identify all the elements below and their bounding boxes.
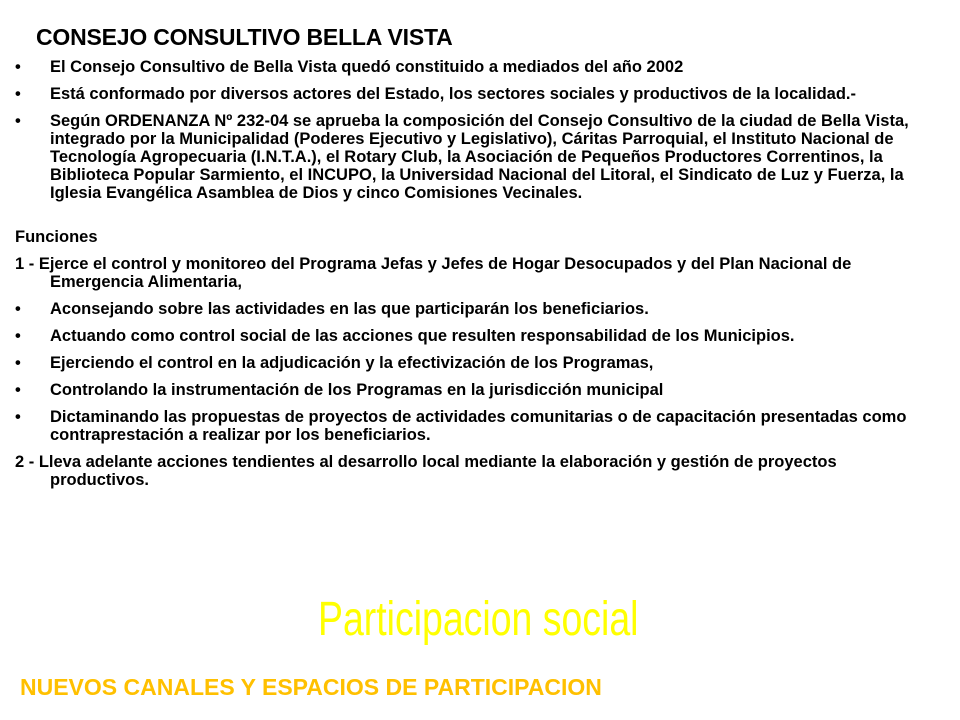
participacion-heading: Participacion social <box>318 593 639 646</box>
bullet-icon: • <box>15 408 21 426</box>
nuevos-canales-heading: NUEVOS CANALES Y ESPACIOS DE PARTICIPACION <box>20 674 602 700</box>
bullet-icon: • <box>15 327 21 345</box>
funcion-bullet <box>15 354 940 372</box>
funcion-bullet-text: Ejerciendo el control en la adjudicación y la efectivización de los Programas, <box>50 354 654 372</box>
intro-bullet <box>15 112 940 202</box>
intro-bullet-text: El Consejo Consultivo de Bella Vista quedó constituido a mediados del año 2002 <box>50 58 684 76</box>
funciones-heading: Funciones <box>15 228 98 246</box>
intro-bullet-text: Está conformado por diversos actores del Estado, los sectores sociales y productivos de la localidad.- <box>50 85 857 103</box>
funcion-bullet-text: Aconsejando sobre las actividades en las que participarán los beneficiarios. <box>50 300 649 318</box>
funcion-bullet <box>15 300 940 318</box>
bullet-icon: • <box>15 58 21 76</box>
funcion-bullet <box>15 327 940 345</box>
intro-bullet-text: Según ORDENANZA Nº 232-04 se aprueba la composición del Consejo Consultivo de la ciudad de Bella Vista, integrado por la Municipalidad (Poderes Ejecutivo y Legislativo), Cáritas Parroquial, el Instituto Nacional de Tecnología Agropecuaria (I.N.T.A.), el Rotary Club, la Asociación de Pequeños Productores Correntinos, la Biblioteca Popular Sarmiento, el INCUPO, la Universidad Nacional del Litoral, el Sindicato de Luz y Fuerza, la Iglesia Evangélica Asamblea de Dios y cinco Comisiones Vecinales. <box>50 112 909 202</box>
funcion-1: 1 - Ejerce el control y monitoreo del Programa Jefas y Jefes de Hogar Desocupados y del Plan Nacional de Emergencia Alimentaria, <box>15 255 852 291</box>
funcion-2: 2 - Lleva adelante acciones tendientes al desarrollo local mediante la elaboración y gestión de proyectos productivos. <box>15 453 837 489</box>
bullet-icon: • <box>15 381 21 399</box>
intro-bullet <box>15 58 940 76</box>
funcion-bullet <box>15 408 940 444</box>
funcion-bullet <box>15 381 940 399</box>
bullet-icon: • <box>15 300 21 318</box>
page-title: CONSEJO CONSULTIVO BELLA VISTA <box>36 24 453 50</box>
funcion-bullet-text: Dictaminando las propuestas de proyectos de actividades comunitarias o de capacitación presentadas como contraprestación a realizar por los beneficiarios. <box>50 408 907 444</box>
bullet-icon: • <box>15 85 21 103</box>
main-content <box>15 58 940 498</box>
bullet-icon: • <box>15 354 21 372</box>
bullet-icon: • <box>15 112 21 130</box>
intro-bullet <box>15 85 940 103</box>
funcion-bullet-text: Actuando como control social de las acciones que resulten responsabilidad de los Municipios. <box>50 327 795 345</box>
funcion-bullet-text: Controlando la instrumentación de los Programas en la jurisdicción municipal <box>50 381 664 399</box>
